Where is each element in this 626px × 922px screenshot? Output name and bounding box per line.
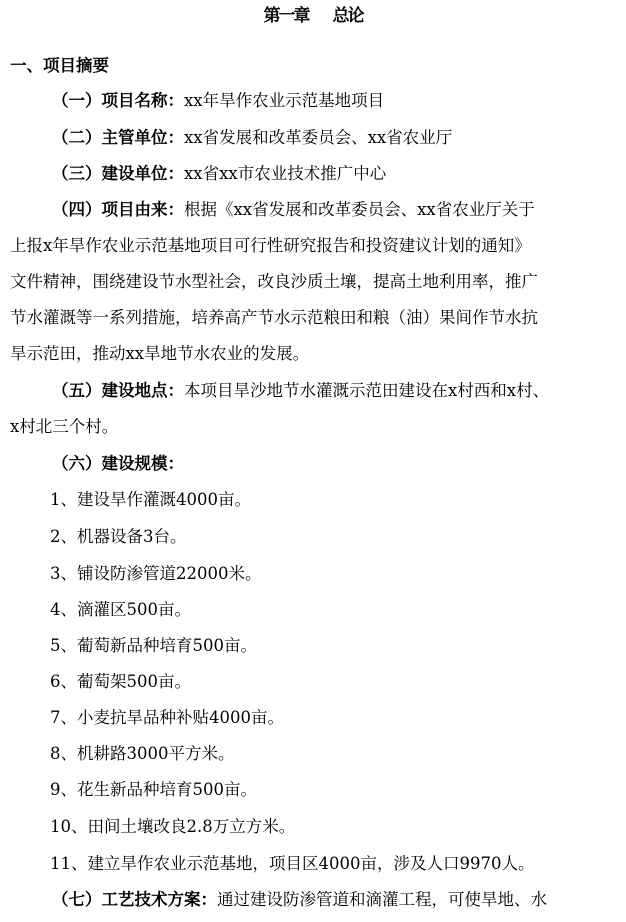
paragraph-line: x村北三个村。	[10, 417, 119, 436]
item-label: （五）建设地点：	[52, 381, 184, 400]
list-item: 3、铺设防渗管道22000米。	[50, 564, 262, 583]
list-item: 4、滴灌区500亩。	[50, 600, 191, 619]
item-value: xx省xx市农业技术推广中心	[184, 164, 387, 183]
list-item: 1、建设旱作灌溉4000亩。	[50, 490, 251, 509]
item-value: 根据《xx省发展和改革委员会、xx省农业厅关于	[184, 200, 535, 219]
item-value: 本项目旱沙地节水灌溉示范田建设在x村西和x村、	[184, 381, 550, 400]
item-value: 通过建设防渗管道和滴灌工程，可使旱地、水	[217, 890, 547, 909]
chapter-title	[0, 4, 626, 28]
item-location	[52, 379, 549, 403]
list-item: 10、田间土壤改良2.8万立方米。	[50, 817, 296, 836]
item-project-name	[52, 89, 384, 113]
chapter-name: 总论	[332, 6, 363, 26]
item-origin	[52, 198, 535, 222]
item-scale-label: （六）建设规模：	[52, 454, 184, 473]
chapter-number: 第一章	[263, 6, 309, 26]
section-heading: 一、项目摘要	[10, 56, 109, 75]
item-label: （二）主管单位：	[52, 128, 184, 147]
item-tech	[52, 888, 547, 912]
item-label: （三）建设单位：	[52, 164, 184, 183]
item-authority	[52, 126, 452, 150]
item-value: xx省发展和改革委员会、xx省农业厅	[184, 128, 453, 147]
paragraph-line: 旱示范田，推动xx旱地节水农业的发展。	[10, 344, 310, 363]
paragraph-line: 上报x年旱作农业示范基地项目可行性研究报告和投资建议计划的通知》	[10, 236, 531, 255]
item-builder	[52, 162, 386, 186]
item-label: （七）工艺技术方案：	[52, 890, 217, 909]
list-item: 11、建立旱作农业示范基地，项目区4000亩，涉及人口9970人。	[50, 854, 535, 873]
paragraph-line: 节水灌溉等一系列措施，培养高产节水示范粮田和粮（油）果间作节水抗	[10, 308, 538, 327]
item-label: （四）项目由来：	[52, 200, 184, 219]
list-item: 8、机耕路3000平方米。	[50, 744, 235, 763]
list-item: 6、葡萄架500亩。	[50, 672, 191, 691]
list-item: 2、机器设备3台。	[50, 527, 187, 546]
list-item: 9、花生新品种培育500亩。	[50, 780, 257, 799]
item-label: （一）项目名称：	[52, 91, 184, 110]
item-value: xx年旱作农业示范基地项目	[184, 91, 385, 110]
paragraph-line: 文件精神，围绕建设节水型社会，改良沙质土壤，提高土地利用率，推广	[10, 272, 538, 291]
list-item: 5、葡萄新品种培育500亩。	[50, 636, 257, 655]
list-item: 7、小麦抗旱品种补贴4000亩。	[50, 708, 284, 727]
